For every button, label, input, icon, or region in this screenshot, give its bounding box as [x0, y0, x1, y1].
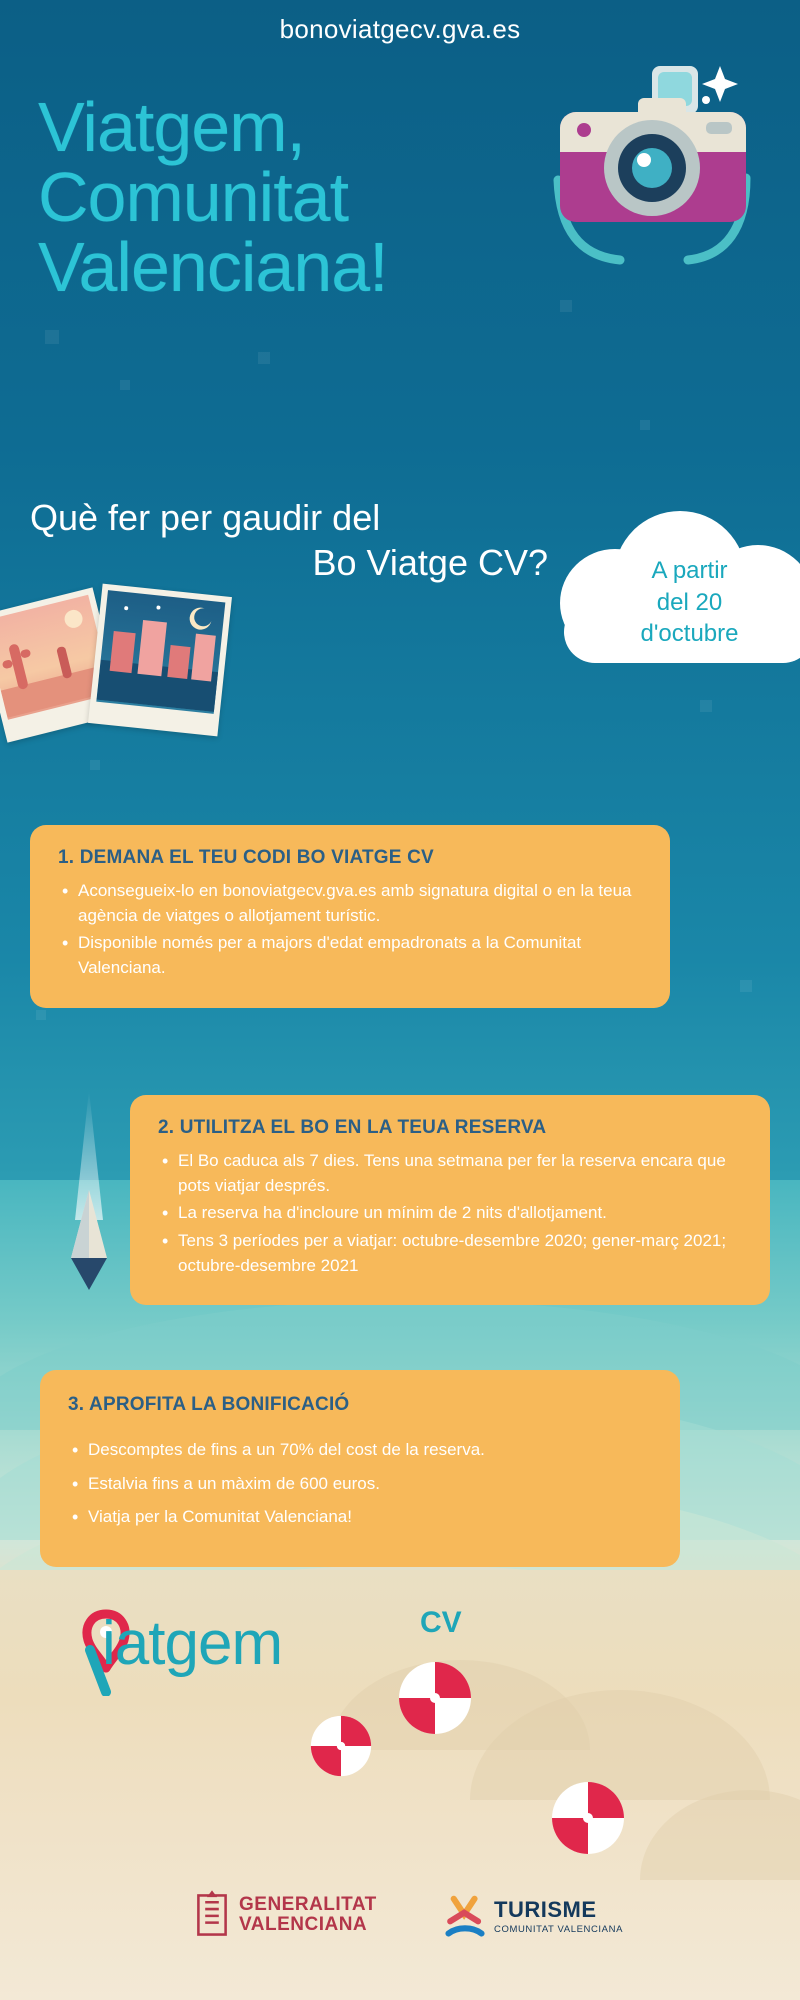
step-card-3 — [40, 1370, 680, 1567]
step-card-1 — [30, 825, 670, 1008]
generalitat-text — [239, 1895, 377, 1935]
date-badge-line-3: d'octubre — [640, 620, 739, 648]
decorative-square — [36, 1010, 46, 1020]
step-card-1-list — [58, 879, 642, 981]
date-badge — [552, 505, 800, 665]
headline-line-2: Comunitat — [38, 158, 349, 236]
viatgem-cv-superscript: CV — [420, 1606, 462, 1639]
generalitat-line-1: GENERALITAT — [239, 1894, 377, 1916]
turisme-comunitat-valenciana-logo — [445, 1894, 623, 1940]
list-item: • El Bo caduca als 7 dies. Tens una setmana per fer la reserva encara que pots viatjar després. — [158, 1149, 742, 1198]
decorative-square — [560, 300, 572, 312]
turisme-main-text: TURISME — [494, 1897, 597, 1922]
page-url: bonoviatgecv.gva.es — [279, 14, 521, 44]
turisme-symbol-icon — [445, 1894, 485, 1940]
step-card-2-title: 2. UTILITZA EL BO EN LA TEUA RESERVA — [158, 1117, 547, 1138]
generalitat-line-2: VALENCIANA — [239, 1914, 368, 1935]
viatgem-wordmark: iatgem — [102, 1609, 283, 1678]
decorative-square — [740, 980, 752, 992]
beach-umbrella-icon — [305, 1710, 377, 1782]
headline-line-3: Valenciana! — [38, 228, 388, 306]
decorative-square — [700, 700, 712, 712]
step-card-3-list — [68, 1438, 652, 1530]
decorative-square — [258, 352, 270, 364]
step-card-2 — [130, 1095, 770, 1305]
step-card-2-list — [158, 1149, 742, 1278]
turisme-sub-text: COMUNITAT VALENCIANA — [494, 1924, 624, 1935]
subtitle-line-1: Què fer per gaudir del — [30, 497, 381, 538]
list-item: • Tens 3 períodes per a viatjar: octubre-desembre 2020; gener-març 2021; octubre-desembre 2021 — [158, 1229, 742, 1278]
photo-polaroid-city — [88, 584, 232, 737]
list-item: • La reserva ha d'incloure un mínim de 2 nits d'allotjament. — [158, 1201, 742, 1226]
date-badge-line-1: A partir — [651, 557, 728, 584]
list-item: • Viatja per la Comunitat Valenciana! — [68, 1505, 652, 1530]
decorative-square — [90, 760, 100, 770]
list-item: • Disponible només per a majors d'edat empadronats a la Comunitat Valenciana. — [58, 931, 642, 980]
list-item: • Aconsegueix-lo en bonoviatgecv.gva.es amb signatura digital o en la teua agència de viatges o allotjament turístic. — [58, 879, 642, 928]
turisme-text — [494, 1899, 623, 1935]
step-card-1-title: 1. DEMANA EL TEU CODI BO VIATGE CV — [58, 847, 434, 868]
decorative-square — [120, 380, 130, 390]
list-item: • Descomptes de fins a un 70% del cost de la reserva. — [68, 1438, 652, 1463]
camera-illustration — [520, 60, 780, 280]
beach-umbrella-icon — [392, 1655, 478, 1741]
date-badge-line-2: del 20 — [656, 588, 723, 616]
subtitle — [30, 495, 560, 585]
photo-image — [96, 590, 225, 714]
subtitle-line-2: Bo Viatge CV? — [312, 542, 548, 583]
generalitat-valenciana-logo — [195, 1890, 377, 1940]
decorative-square — [640, 420, 650, 430]
step-card-3-title: 3. APROFITA LA BONIFICACIÓ — [68, 1394, 350, 1415]
generalitat-crest-icon — [195, 1890, 229, 1940]
list-item: • Estalvia fins a un màxim de 600 euros. — [68, 1472, 652, 1497]
beach-umbrella-icon — [545, 1775, 631, 1861]
footer-logos — [0, 1890, 800, 1980]
date-badge-text — [582, 555, 797, 650]
decorative-square — [45, 330, 59, 344]
headline-line-1: Viatgem, — [38, 88, 305, 166]
page-title — [38, 88, 388, 306]
sailboat-illustration — [55, 1090, 125, 1340]
